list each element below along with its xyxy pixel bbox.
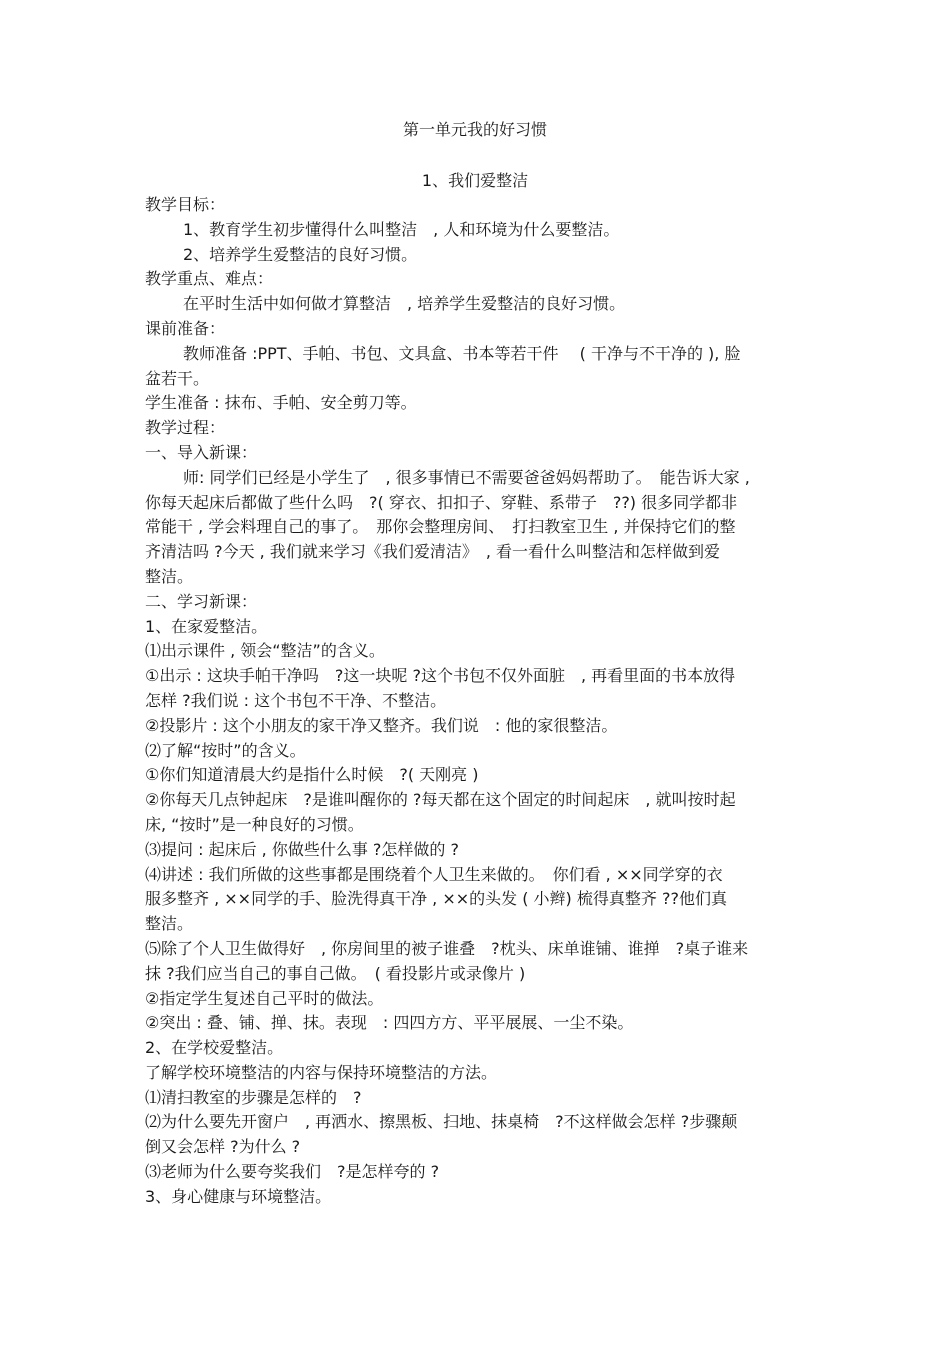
text-line: ②指定学生复述自己平时的做法。 <box>145 988 384 1008</box>
text-line: ⑵为什么要先开窗户 , 再洒水、擦黑板、扫地、抹桌椅 ?不这样做会怎样 ?步骤颠 <box>145 1112 738 1132</box>
text-line: 教学过程： <box>145 418 226 438</box>
text-line: 一、导入新课： <box>145 442 258 462</box>
text-line: ⑴清扫教室的步骤是怎样的 ? <box>145 1087 362 1107</box>
document-body <box>145 193 810 1210</box>
text-line: 学生准备 : 抹布、手帕、安全剪刀等。 <box>145 393 417 413</box>
text-line: ⑶老师为什么要夸奖我们 ?是怎样夸的 ? <box>145 1162 440 1182</box>
text-line: 床, “按时”是一种良好的习惯。 <box>145 814 364 834</box>
text-line: ②你每天几点钟起床 ?是谁叫醒你的 ?每天都在这个固定的时间起床 , 就叫按时起 <box>145 790 736 810</box>
text-line: 3、身心健康与环境整洁。 <box>145 1186 332 1206</box>
text-line: 教学目标： <box>145 195 226 214</box>
text-line: 倒又会怎样 ?为什么 ? <box>145 1137 301 1157</box>
unit-title: 第一单元我的好习惯 <box>402 120 547 139</box>
text-line: ①你们知道清晨大约是指什么时候 ?( 天刚亮 ) <box>145 765 479 785</box>
text-line: ⑷讲述 : 我们所做的这些事都是围绕着个人卫生来做的。 你们看 , ××同学穿的衣 <box>145 864 723 884</box>
text-line: 怎样 ?我们说 : 这个书包不干净、不整洁。 <box>145 690 447 710</box>
text-line: 齐清洁吗 ?今天 , 我们就来学习《我们爱清洁》 , 看一看什么叫整洁和怎样做到爱 <box>145 542 721 562</box>
text-line: 教学重点、难点： <box>145 269 274 289</box>
text-line: ⑵了解“按时”的含义。 <box>145 740 306 760</box>
text-line: ⑸除了个人卫生做得好 , 你房间里的被子谁叠 ?枕头、床单谁铺、谁掸 ?桌子谁来 <box>145 938 749 958</box>
text-line: 在平时生活中如何做才算整洁 , 培养学生爱整洁的良好习惯。 <box>183 294 626 314</box>
text-line: 盆若干。 <box>145 368 210 388</box>
text-line: ⑴出示课件 , 领会“整洁”的含义。 <box>145 641 385 661</box>
text-line: 师: 同学们已经是小学生了 , 很多事情已不需要爸爸妈妈帮助了。 能告诉大家 , <box>183 467 750 487</box>
text-line: 教师准备 :PPT、手帕、书包、文具盒、书本等若干件 ( 干净与不干净的 ), 脸 <box>183 343 741 363</box>
text-line: ②投影片 : 这个小朋友的家干净又整齐。我们说 : 他的家很整洁。 <box>145 715 618 735</box>
text-line: 整洁。 <box>145 914 194 934</box>
text-line: 你每天起床后都做了些什么吗 ?( 穿衣、扣扣子、穿鞋、系带子 ??) 很多同学都非 <box>145 492 738 512</box>
lesson-title: 1、我们爱整洁 <box>421 171 529 190</box>
text-line: 常能干 , 学会料理自己的事了。 那你会整理房间、 打扫教室卫生 , 并保持它们的整 <box>145 517 736 537</box>
text-line: 了解学校环境整洁的内容与保持环境整洁的方法。 <box>145 1062 498 1082</box>
text-line: ②突出 : 叠、铺、掸、抹。表现 : 四四方方、平平展展、一尘不染。 <box>145 1013 634 1033</box>
text-line: 整洁。 <box>145 566 194 586</box>
text-line: ①出示 : 这块手帕干净吗 ?这一块呢 ?这个书包不仅外面脏 , 再看里面的书本放得 <box>145 666 736 686</box>
text-line: 1、在家爱整洁。 <box>145 616 268 636</box>
text-line: 抹 ?我们应当自己的事自己做。 ( 看投影片或录像片 ) <box>145 963 526 983</box>
text-line: 服多整齐 , ××同学的手、脸洗得真干净 , ××的头发 ( 小辫) 梳得真整齐 ??他们真 <box>145 889 727 909</box>
text-line: ⑶提问 : 起床后 , 你做些什么事 ?怎样做的 ? <box>145 839 459 859</box>
text-line: 2、在学校爱整洁。 <box>145 1038 284 1058</box>
text-line: 2、培养学生爱整洁的良好习惯。 <box>183 244 418 264</box>
text-line: 课前准备： <box>145 318 226 338</box>
text-line: 1、教育学生初步懂得什么叫整洁 , 人和环境为什么要整洁。 <box>183 219 620 239</box>
text-line: 二、学习新课： <box>145 591 258 611</box>
